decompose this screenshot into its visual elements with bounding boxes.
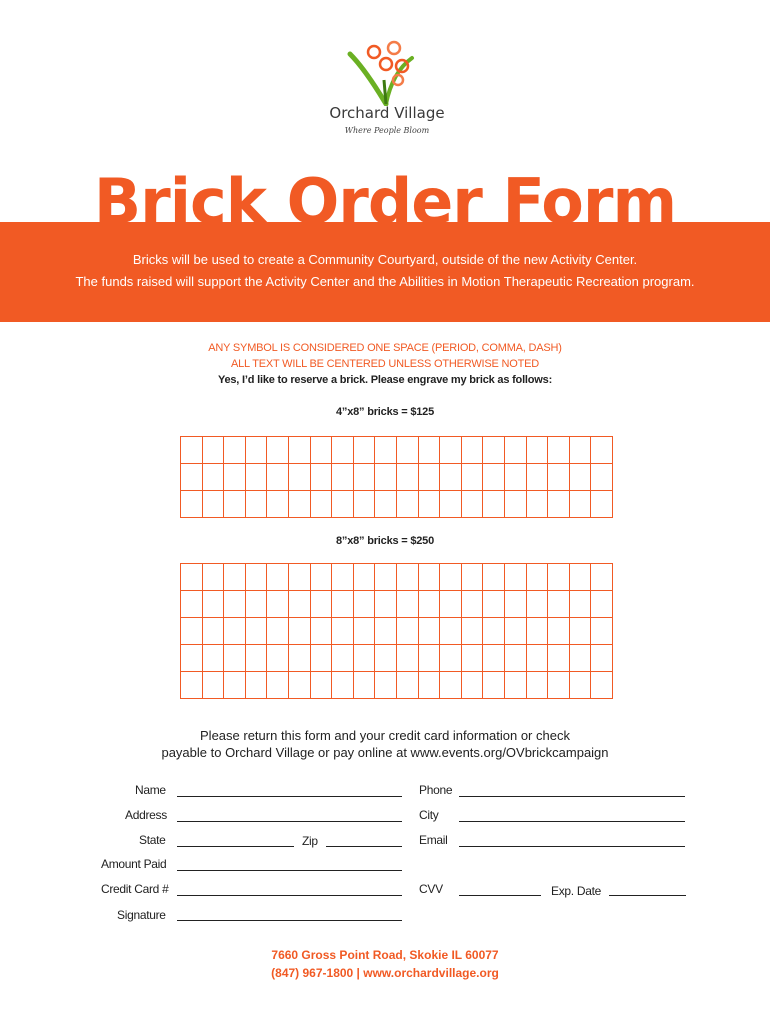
credit-card-label: Credit Card # <box>101 882 169 896</box>
letter-box[interactable] <box>246 464 268 491</box>
small-brick-engraving-grid <box>180 436 613 518</box>
letter-box[interactable] <box>483 437 505 464</box>
letter-box[interactable] <box>462 672 484 699</box>
letter-box[interactable] <box>548 672 570 699</box>
letter-box[interactable] <box>267 645 289 672</box>
letter-box[interactable] <box>289 591 311 618</box>
letter-box[interactable] <box>419 464 441 491</box>
reserve-note: Yes, I’d like to reserve a brick. Please engrave my brick as follows: <box>217 374 553 386</box>
letter-box[interactable] <box>354 437 376 464</box>
exp-date-label: Exp. Date <box>551 884 601 898</box>
letter-box[interactable] <box>332 645 354 672</box>
letter-box[interactable] <box>527 618 549 645</box>
letter-box[interactable] <box>332 437 354 464</box>
page-title: Brick Order Form <box>93 165 677 238</box>
letter-box[interactable] <box>462 464 484 491</box>
letter-box[interactable] <box>311 591 333 618</box>
letter-box[interactable] <box>570 464 592 491</box>
return-line-1: Please return this form and your credit card information or check <box>200 728 570 743</box>
letter-box[interactable] <box>570 645 592 672</box>
email-field[interactable] <box>459 846 685 847</box>
footer-address: 7660 Gross Point Road, Skokie IL 60077 <box>271 948 499 962</box>
letter-box[interactable] <box>181 464 203 491</box>
banner-line-2: The funds raised will support the Activity Center and the Abilities in Motion Therapeutic Recreation program. <box>75 274 695 289</box>
state-field[interactable] <box>177 846 294 847</box>
letter-box[interactable] <box>267 464 289 491</box>
letter-box[interactable] <box>375 491 397 518</box>
letter-box[interactable] <box>483 618 505 645</box>
letter-box[interactable] <box>375 672 397 699</box>
letter-box[interactable] <box>332 491 354 518</box>
address-field[interactable] <box>177 821 402 822</box>
letter-box[interactable] <box>440 564 462 591</box>
return-line-2: payable to Orchard Village or pay online at www.events.org/OVbrickcampaign <box>161 745 609 760</box>
zip-field[interactable] <box>326 846 402 847</box>
letter-box[interactable] <box>548 645 570 672</box>
letter-box[interactable] <box>354 645 376 672</box>
letter-box[interactable] <box>591 591 613 618</box>
letter-box[interactable] <box>354 564 376 591</box>
letter-box[interactable] <box>224 645 246 672</box>
letter-box[interactable] <box>483 464 505 491</box>
letter-box[interactable] <box>397 564 419 591</box>
letter-box[interactable] <box>505 591 527 618</box>
letter-box[interactable] <box>505 618 527 645</box>
letter-box[interactable] <box>375 437 397 464</box>
letter-box[interactable] <box>505 491 527 518</box>
letter-box[interactable] <box>570 491 592 518</box>
letter-box[interactable] <box>440 491 462 518</box>
letter-box[interactable] <box>181 672 203 699</box>
flower-logo-icon <box>340 40 434 106</box>
letter-box[interactable] <box>181 591 203 618</box>
letter-box[interactable] <box>203 491 225 518</box>
letter-box[interactable] <box>505 464 527 491</box>
letter-box[interactable] <box>548 591 570 618</box>
letter-box[interactable] <box>311 464 333 491</box>
letter-box[interactable] <box>591 672 613 699</box>
letter-box[interactable] <box>591 618 613 645</box>
letter-box[interactable] <box>570 672 592 699</box>
letter-box[interactable] <box>289 491 311 518</box>
letter-box[interactable] <box>419 618 441 645</box>
letter-box[interactable] <box>354 591 376 618</box>
letter-box[interactable] <box>440 464 462 491</box>
letter-box[interactable] <box>224 618 246 645</box>
letter-box[interactable] <box>527 672 549 699</box>
letter-box[interactable] <box>527 491 549 518</box>
phone-field[interactable] <box>459 796 685 797</box>
cvv-field[interactable] <box>459 895 541 896</box>
letter-box[interactable] <box>419 437 441 464</box>
letter-box[interactable] <box>527 645 549 672</box>
logo-tagline: Where People Bloom <box>344 126 430 135</box>
amount-paid-field[interactable] <box>177 870 402 871</box>
signature-field[interactable] <box>177 920 402 921</box>
letter-box[interactable] <box>505 672 527 699</box>
address-label: Address <box>125 808 167 822</box>
letter-box[interactable] <box>311 564 333 591</box>
letter-box[interactable] <box>440 672 462 699</box>
letter-box[interactable] <box>203 564 225 591</box>
letter-box[interactable] <box>527 437 549 464</box>
letter-box[interactable] <box>462 645 484 672</box>
letter-box[interactable] <box>354 464 376 491</box>
letter-box[interactable] <box>224 437 246 464</box>
letter-box[interactable] <box>224 591 246 618</box>
amount-paid-label: Amount Paid <box>101 857 167 871</box>
letter-box[interactable] <box>332 564 354 591</box>
letter-box[interactable] <box>397 491 419 518</box>
email-label: Email <box>419 833 448 847</box>
letter-box[interactable] <box>505 645 527 672</box>
letter-box[interactable] <box>246 491 268 518</box>
letter-box[interactable] <box>440 591 462 618</box>
small-brick-label: 4”x8” bricks = $125 <box>335 406 435 418</box>
name-label: Name <box>135 783 166 797</box>
letter-box[interactable] <box>483 591 505 618</box>
letter-box[interactable] <box>397 464 419 491</box>
letter-box[interactable] <box>203 645 225 672</box>
letter-box[interactable] <box>332 591 354 618</box>
letter-box[interactable] <box>483 672 505 699</box>
zip-label: Zip <box>302 834 318 848</box>
letter-box[interactable] <box>462 618 484 645</box>
letter-box[interactable] <box>267 618 289 645</box>
logo-name: Orchard Village <box>329 104 445 122</box>
letter-box[interactable] <box>289 464 311 491</box>
letter-box[interactable] <box>440 645 462 672</box>
name-field[interactable] <box>177 796 402 797</box>
letter-box[interactable] <box>419 564 441 591</box>
letter-box[interactable] <box>483 491 505 518</box>
letter-box[interactable] <box>181 618 203 645</box>
letter-box[interactable] <box>181 564 203 591</box>
letter-box[interactable] <box>289 618 311 645</box>
letter-box[interactable] <box>354 672 376 699</box>
letter-box[interactable] <box>224 491 246 518</box>
center-rule-note: ALL TEXT WILL BE CENTERED UNLESS OTHERWISE NOTED <box>230 358 540 370</box>
letter-box[interactable] <box>267 491 289 518</box>
letter-box[interactable] <box>375 618 397 645</box>
letter-box[interactable] <box>289 564 311 591</box>
letter-box[interactable] <box>203 464 225 491</box>
letter-box[interactable] <box>311 618 333 645</box>
letter-box[interactable] <box>591 437 613 464</box>
letter-box[interactable] <box>224 564 246 591</box>
large-brick-engraving-grid <box>180 563 613 699</box>
cvv-label: CVV <box>419 882 443 896</box>
letter-box[interactable] <box>203 591 225 618</box>
letter-box[interactable] <box>181 645 203 672</box>
letter-box[interactable] <box>419 645 441 672</box>
credit-card-field[interactable] <box>177 895 402 896</box>
letter-box[interactable] <box>246 672 268 699</box>
letter-box[interactable] <box>548 437 570 464</box>
letter-box[interactable] <box>397 591 419 618</box>
letter-box[interactable] <box>570 437 592 464</box>
state-label: State <box>139 833 166 847</box>
letter-box[interactable] <box>332 464 354 491</box>
letter-box[interactable] <box>440 437 462 464</box>
letter-box[interactable] <box>419 491 441 518</box>
city-field[interactable] <box>459 821 685 822</box>
letter-box[interactable] <box>397 437 419 464</box>
letter-box[interactable] <box>591 491 613 518</box>
letter-box[interactable] <box>375 645 397 672</box>
letter-box[interactable] <box>311 672 333 699</box>
letter-box[interactable] <box>354 491 376 518</box>
city-label: City <box>419 808 439 822</box>
letter-box[interactable] <box>570 591 592 618</box>
letter-box[interactable] <box>591 645 613 672</box>
letter-box[interactable] <box>375 591 397 618</box>
letter-box[interactable] <box>419 672 441 699</box>
letter-box[interactable] <box>203 618 225 645</box>
footer-contact: (847) 967-1800 | www.orchardvillage.org <box>271 966 499 980</box>
letter-box[interactable] <box>311 491 333 518</box>
letter-box[interactable] <box>527 464 549 491</box>
letter-box[interactable] <box>246 591 268 618</box>
letter-box[interactable] <box>591 464 613 491</box>
letter-box[interactable] <box>440 618 462 645</box>
letter-box[interactable] <box>267 437 289 464</box>
banner-line-1: Bricks will be used to create a Community Courtyard, outside of the new Activity Center. <box>132 252 638 267</box>
letter-box[interactable] <box>570 564 592 591</box>
letter-box[interactable] <box>505 564 527 591</box>
letter-box[interactable] <box>548 564 570 591</box>
letter-box[interactable] <box>505 437 527 464</box>
letter-box[interactable] <box>527 564 549 591</box>
signature-label: Signature <box>117 908 166 922</box>
letter-box[interactable] <box>548 618 570 645</box>
letter-box[interactable] <box>246 564 268 591</box>
exp-date-field[interactable] <box>609 895 686 896</box>
letter-box[interactable] <box>267 564 289 591</box>
orchard-village-logo <box>322 40 452 140</box>
large-brick-label: 8”x8” bricks = $250 <box>335 535 435 547</box>
letter-box[interactable] <box>246 618 268 645</box>
letter-box[interactable] <box>224 464 246 491</box>
phone-label: Phone <box>419 783 453 797</box>
letter-box[interactable] <box>267 672 289 699</box>
letter-box[interactable] <box>548 464 570 491</box>
letter-box[interactable] <box>462 591 484 618</box>
letter-box[interactable] <box>332 672 354 699</box>
letter-box[interactable] <box>419 591 441 618</box>
letter-box[interactable] <box>311 645 333 672</box>
letter-box[interactable] <box>332 618 354 645</box>
letter-box[interactable] <box>462 491 484 518</box>
letter-box[interactable] <box>311 437 333 464</box>
letter-box[interactable] <box>483 564 505 591</box>
letter-box[interactable] <box>246 645 268 672</box>
letter-box[interactable] <box>203 672 225 699</box>
letter-box[interactable] <box>462 564 484 591</box>
letter-box[interactable] <box>570 618 592 645</box>
letter-box[interactable] <box>267 591 289 618</box>
letter-box[interactable] <box>397 645 419 672</box>
letter-box[interactable] <box>181 491 203 518</box>
letter-box[interactable] <box>483 645 505 672</box>
letter-box[interactable] <box>289 645 311 672</box>
letter-box[interactable] <box>289 437 311 464</box>
letter-box[interactable] <box>591 564 613 591</box>
letter-box[interactable] <box>548 491 570 518</box>
letter-box[interactable] <box>375 464 397 491</box>
letter-box[interactable] <box>354 618 376 645</box>
letter-box[interactable] <box>462 437 484 464</box>
letter-box[interactable] <box>375 564 397 591</box>
letter-box[interactable] <box>181 437 203 464</box>
symbol-rule-note: ANY SYMBOL IS CONSIDERED ONE SPACE (PERIOD, COMMA, DASH) <box>208 342 562 354</box>
letter-box[interactable] <box>397 672 419 699</box>
letter-box[interactable] <box>289 672 311 699</box>
letter-box[interactable] <box>224 672 246 699</box>
letter-box[interactable] <box>397 618 419 645</box>
letter-box[interactable] <box>246 437 268 464</box>
letter-box[interactable] <box>527 591 549 618</box>
letter-box[interactable] <box>203 437 225 464</box>
